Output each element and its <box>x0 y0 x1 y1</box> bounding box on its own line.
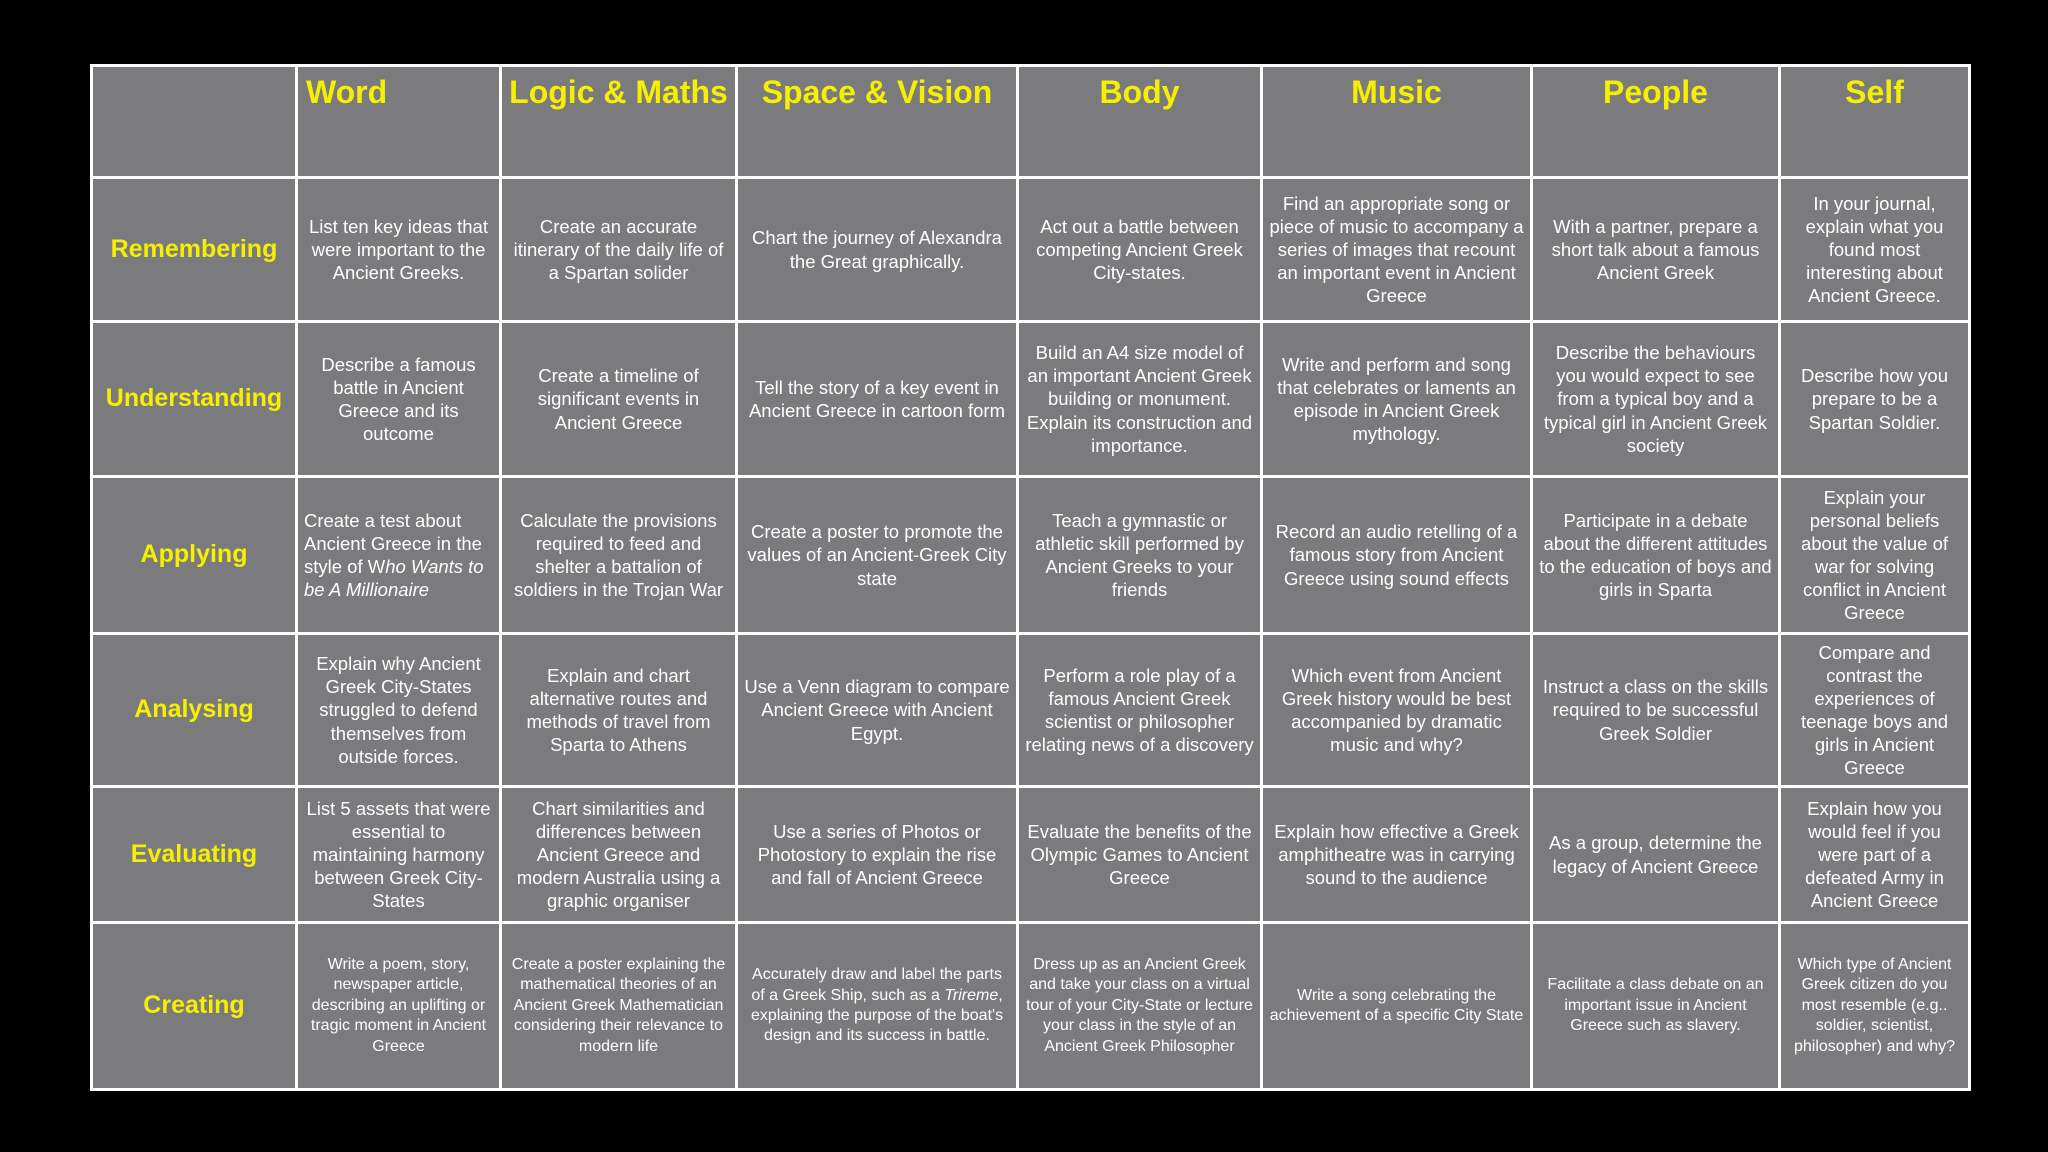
cell-analysing-self: Compare and contrast the experiences of teenage boys and girls in Ancient Greece <box>1780 634 1970 787</box>
cell-understanding-body: Build an A4 size model of an important Ancient Greek building or monument. Explain its construction and importance. <box>1018 322 1262 477</box>
column-header-body: Body <box>1018 66 1262 178</box>
column-header-logic-maths: Logic & Maths <box>501 66 737 178</box>
cell-applying-people: Participate in a debate about the different attitudes to the education of boys and girls in Sparta <box>1532 477 1780 634</box>
cell-remembering-space: Chart the journey of Alexandra the Great graphically. <box>737 178 1018 322</box>
row-header-analysing: Analysing <box>92 634 297 787</box>
cell-understanding-music: Write and perform and song that celebrates or laments an episode in Ancient Greek mythology. <box>1262 322 1532 477</box>
cell-understanding-word: Describe a famous battle in Ancient Greece and its outcome <box>297 322 501 477</box>
column-header-word: Word <box>297 66 501 178</box>
multiple-intelligences-blooms-grid <box>90 64 1968 1088</box>
cell-remembering-body: Act out a battle between competing Ancient Greek City-states. <box>1018 178 1262 322</box>
cell-understanding-logic: Create a timeline of significant events in Ancient Greece <box>501 322 737 477</box>
cell-applying-word-italic: ho Wants to be A Millionaire <box>304 556 484 601</box>
column-header-music: Music <box>1262 66 1532 178</box>
cell-remembering-self: In your journal, explain what you found most interesting about Ancient Greece. <box>1780 178 1970 322</box>
cell-applying-body: Teach a gymnastic or athletic skill performed by Ancient Greeks to your friends <box>1018 477 1262 634</box>
cell-remembering-logic: Create an accurate itinerary of the daily life of a Spartan solider <box>501 178 737 322</box>
cell-creating-space <box>737 923 1018 1090</box>
row-header-evaluating: Evaluating <box>92 787 297 923</box>
cell-creating-people: Facilitate a class debate on an important issue in Ancient Greece such as slavery. <box>1532 923 1780 1090</box>
cell-remembering-word: List ten key ideas that were important to the Ancient Greeks. <box>297 178 501 322</box>
cell-evaluating-word: List 5 assets that were essential to maintaining harmony between Greek City-States <box>297 787 501 923</box>
cell-understanding-people: Describe the behaviours you would expect to see from a typical boy and a typical girl in Ancient Greek society <box>1532 322 1780 477</box>
table-row <box>92 322 1970 477</box>
cell-evaluating-people: As a group, determine the legacy of Ancient Greece <box>1532 787 1780 923</box>
cell-applying-music: Record an audio retelling of a famous story from Ancient Greece using sound effects <box>1262 477 1532 634</box>
cell-creating-music: Write a song celebrating the achievement of a specific City State <box>1262 923 1532 1090</box>
column-header-space-vision: Space & Vision <box>737 66 1018 178</box>
cell-creating-space-text: Accurately draw and label the parts of a Greek Ship, such as a <box>751 966 1002 1004</box>
cell-understanding-space: Tell the story of a key event in Ancient Greece in cartoon form <box>737 322 1018 477</box>
cell-analysing-word: Explain why Ancient Greek City-States struggled to defend themselves from outside forces. <box>297 634 501 787</box>
cell-applying-word <box>297 477 501 634</box>
cell-analysing-music: Which event from Ancient Greek history would be best accompanied by dramatic music and why? <box>1262 634 1532 787</box>
cell-applying-space: Create a poster to promote the values of an Ancient-Greek City state <box>737 477 1018 634</box>
cell-analysing-space: Use a Venn diagram to compare Ancient Greece with Ancient Egypt. <box>737 634 1018 787</box>
cell-remembering-music: Find an appropriate song or piece of music to accompany a series of images that recount an important event in Ancient Greece <box>1262 178 1532 322</box>
row-header-remembering: Remembering <box>92 178 297 322</box>
row-header-understanding: Understanding <box>92 322 297 477</box>
cell-applying-logic: Calculate the provisions required to feed and shelter a battalion of soldiers in the Trojan War <box>501 477 737 634</box>
cell-evaluating-music: Explain how effective a Greek amphitheatre was in carrying sound to the audience <box>1262 787 1532 923</box>
row-header-applying: Applying <box>92 477 297 634</box>
activity-table <box>90 64 1971 1091</box>
header-row <box>92 66 1970 178</box>
cell-remembering-people: With a partner, prepare a short talk about a famous Ancient Greek <box>1532 178 1780 322</box>
cell-creating-space-text-end: , explaining the purpose of the boat's design and its success in battle. <box>750 986 1004 1045</box>
cell-creating-logic: Create a poster explaining the mathematical theories of an Ancient Greek Mathematician considering their relevance to modern life <box>501 923 737 1090</box>
table-row <box>92 923 1970 1090</box>
cell-evaluating-logic: Chart similarities and differences between Ancient Greece and modern Australia using a graphic organiser <box>501 787 737 923</box>
cell-analysing-body: Perform a role play of a famous Ancient Greek scientist or philosopher relating news of a discovery <box>1018 634 1262 787</box>
cell-analysing-logic: Explain and chart alternative routes and methods of travel from Sparta to Athens <box>501 634 737 787</box>
cell-creating-self: Which type of Ancient Greek citizen do you most resemble (e.g.. soldier, scientist, philosopher) and why? <box>1780 923 1970 1090</box>
cell-analysing-people: Instruct a class on the skills required to be successful Greek Soldier <box>1532 634 1780 787</box>
column-header-people: People <box>1532 66 1780 178</box>
cell-applying-self: Explain your personal beliefs about the value of war for solving conflict in Ancient Greece <box>1780 477 1970 634</box>
table-row <box>92 787 1970 923</box>
table-row <box>92 477 1970 634</box>
table-row <box>92 178 1970 322</box>
cell-evaluating-body: Evaluate the benefits of the Olympic Games to Ancient Greece <box>1018 787 1262 923</box>
column-header-self: Self <box>1780 66 1970 178</box>
table-row <box>92 634 1970 787</box>
cell-evaluating-space: Use a series of Photos or Photostory to explain the rise and fall of Ancient Greece <box>737 787 1018 923</box>
cell-creating-body: Dress up as an Ancient Greek and take your class on a virtual tour of your City-State or lecture your class in the style of an Ancient Greek Philosopher <box>1018 923 1262 1090</box>
cell-evaluating-self: Explain how you would feel if you were part of a defeated Army in Ancient Greece <box>1780 787 1970 923</box>
cell-applying-word-text: Create a test about Ancient Greece in the style of W <box>304 509 482 577</box>
row-header-creating: Creating <box>92 923 297 1090</box>
corner-cell <box>92 66 297 178</box>
cell-creating-space-italic: Trireme <box>944 986 999 1004</box>
cell-understanding-self: Describe how you prepare to be a Spartan Soldier. <box>1780 322 1970 477</box>
cell-creating-word: Write a poem, story, newspaper article, describing an uplifting or tragic moment in Ancient Greece <box>297 923 501 1090</box>
